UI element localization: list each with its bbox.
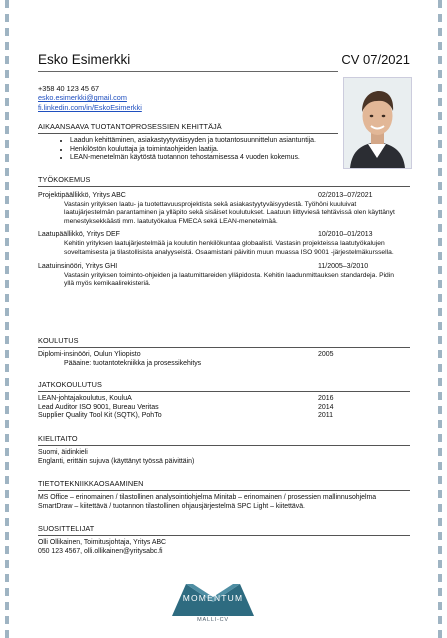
momentum-logo bbox=[172, 580, 254, 626]
cv-date: CV 07/2021 bbox=[341, 52, 410, 67]
training-year: 2011 bbox=[318, 412, 334, 420]
job-description: Vastasin yrityksen laatu- ja tuotettavuusprojektista sekä asiakastyytyväisyydestä. Työhöni kuuluivat laatujärjestelmän parantaminen ja ylläpito sekä sisäiset koulutukset. Laatuun liittyviesä tehtävissä olen käyttänyt menestyksekkäästi mm. laatutyökalua FMECA sekä LEAN-menetelmää. bbox=[64, 200, 395, 225]
training-title: JATKOKOULUTUS bbox=[38, 380, 103, 389]
logo-subtitle: MALLI-CV bbox=[197, 617, 229, 623]
linkedin-link[interactable]: fi.linkedin.com/in/EskoEsimerkki bbox=[38, 102, 142, 112]
it-skills-title: TIETOTEKNIIKKAOSAAMINEN bbox=[38, 479, 144, 488]
language-item: Suomi, äidinkieli bbox=[38, 449, 88, 456]
job-entry bbox=[38, 192, 410, 226]
job-dates: 11/2005–3/2010 bbox=[318, 263, 369, 271]
it-skills-section bbox=[38, 479, 410, 511]
summary-item: • Laadun kehittäminen, asiakastyytyväisyyden ja tuotantosuunnittelun asiantuntija. bbox=[70, 137, 410, 146]
degree-name: Diplomi-insinööri, Oulun Yliopisto bbox=[38, 351, 141, 358]
languages-divider bbox=[38, 445, 410, 446]
summary-list bbox=[38, 137, 410, 163]
experience-divider bbox=[38, 186, 410, 187]
references-divider bbox=[38, 535, 410, 536]
job-dates: 02/2013–07/2021 bbox=[318, 192, 373, 199]
training-section bbox=[38, 380, 410, 421]
references-title: SUOSITTELIJAT bbox=[38, 524, 95, 533]
degree-major: Pääaine: tuotantotekniikka ja prosessikehitys bbox=[64, 359, 202, 367]
job-title: Laatupäällikkö, Yritys DEF bbox=[38, 231, 120, 239]
job-description: Vastasin yrityksen toiminto-ohjeiden ja laatumittareiden ylläpidosta. Kehitin laadunmittauksen standardeja. Pidin yllä myös kemikaalirekisteriä. bbox=[64, 271, 394, 288]
job-entry bbox=[38, 231, 410, 257]
phone-number: +358 40 123 45 67 bbox=[38, 84, 100, 93]
header-divider bbox=[38, 71, 338, 72]
summary-divider bbox=[38, 133, 338, 134]
contact-info bbox=[38, 84, 142, 112]
training-name: LEAN-johtajakoulutus, KouluA bbox=[38, 395, 132, 402]
training-item bbox=[38, 404, 410, 413]
job-dates: 10/2010–01/2013 bbox=[318, 231, 373, 239]
training-name: Supplier Quality Tool Kit (SQTK), PohTo bbox=[38, 412, 162, 420]
training-year: 2014 bbox=[318, 403, 334, 411]
education-section bbox=[38, 336, 410, 368]
person-name: Esko Esimerkki bbox=[38, 52, 131, 67]
experience-section bbox=[38, 175, 410, 289]
training-item bbox=[38, 412, 410, 421]
job-title: Projektipäällikkö, Yritys ABC bbox=[38, 192, 126, 199]
it-skills-divider bbox=[38, 490, 410, 491]
cv-page bbox=[38, 52, 410, 555]
job-title: Laatuinsinööri, Yritys GHI bbox=[38, 263, 118, 271]
summary-section bbox=[38, 122, 410, 163]
education-divider bbox=[38, 347, 410, 348]
degree-year: 2005 bbox=[318, 351, 334, 358]
summary-title: AIKAANSAAVA TUOTANTOPROSESSIEN KEHITTÄJÄ bbox=[38, 122, 222, 131]
logo-brand: MOMENTUM bbox=[182, 593, 244, 603]
summary-item: • LEAN-menetelmän käytöstä tuotannon tehostamisessa 4 vuoden kokemus. bbox=[70, 154, 410, 163]
it-skill-item: MS Office – erinomainen / tilastollinen analysointiohjelma Minitab – erinomainen / prosessien mallinnusohjelma bbox=[38, 494, 377, 501]
training-name: Lead Auditor ISO 9001, Bureau Veritas bbox=[38, 403, 159, 411]
reference-item: Olli Ollikainen, Toimitusjohtaja, Yritys ABC bbox=[38, 539, 167, 546]
email-link[interactable]: esko.esimerkki@gmail.com bbox=[38, 93, 127, 103]
it-skill-item: SmartDraw – kiitettävä / tuotannon tilastollinen ohjausjärjestelmä SPC Light – kiitettävä. bbox=[38, 502, 305, 510]
training-divider bbox=[38, 391, 410, 392]
references-section bbox=[38, 524, 410, 556]
right-page-border bbox=[438, 0, 442, 638]
training-year: 2016 bbox=[318, 395, 334, 402]
languages-title: KIELITAITO bbox=[38, 434, 78, 443]
summary-item: • Henkilöstön kouluttaja ja toimintaohjeiden laatija. bbox=[70, 146, 410, 155]
reference-item: 050 123 4567, olli.ollikainen@yritysabc.fi bbox=[38, 547, 163, 555]
languages-section bbox=[38, 434, 410, 466]
cv-header bbox=[38, 52, 410, 67]
left-page-border bbox=[5, 0, 9, 638]
experience-title: TYÖKOKEMUS bbox=[38, 175, 91, 184]
language-item: Englanti, erittäin sujuva (käyttänyt työssä päivittäin) bbox=[38, 457, 195, 465]
education-title: KOULUTUS bbox=[38, 336, 79, 345]
job-description: Kehitin yrityksen laatujärjestelmää ja koulutin henkilökuntaa globaalisti. Vastasin projekteissa laatutyökalujen soveltamisesta ja tilastollisista analyyseistä. Osaamistani päivitin muun muassa ISO 9001 -järjestelmäkurssella. bbox=[64, 239, 394, 256]
training-item bbox=[38, 395, 410, 404]
job-entry bbox=[38, 263, 410, 289]
